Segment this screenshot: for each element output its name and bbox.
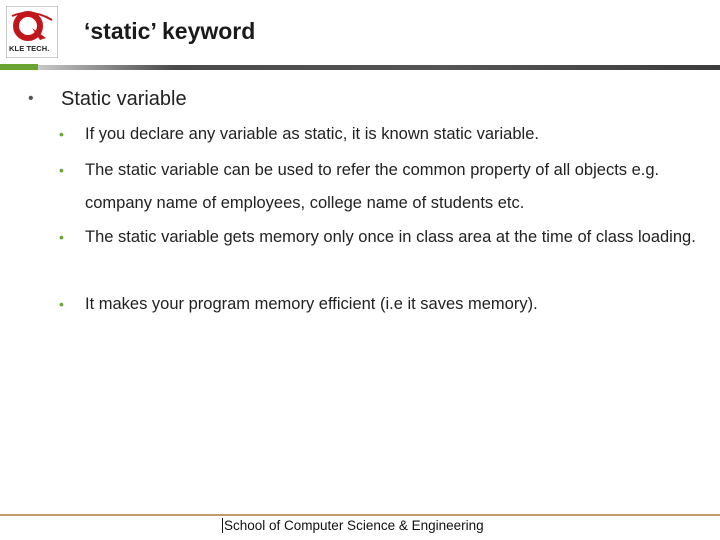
- sub-bullet-dot: •: [59, 126, 64, 142]
- slide-title: ‘static’ keyword: [84, 18, 256, 44]
- sub-bullet-text: It makes your program memory efficient (i.e it saves memory).: [85, 295, 538, 313]
- sub-bullet-dot: •: [59, 229, 64, 245]
- footer-text: School of Computer Science & Engineering: [224, 518, 484, 533]
- main-bullet-dot: •: [28, 90, 34, 107]
- sub-bullet-text: The static variable can be used to refer the common property of all objects e.g. company name of employees, college name of students etc.: [85, 161, 660, 212]
- header-rule-accent: [0, 64, 38, 70]
- sub-bullet: [59, 154, 709, 220]
- sub-bullet-text: If you declare any variable as static, it is known static variable.: [85, 125, 539, 143]
- sub-bullet-text: The static variable gets memory only once in class area at the time of class loading.: [85, 228, 696, 246]
- main-bullet-text: Static variable: [61, 88, 187, 110]
- header-rule: [38, 65, 720, 70]
- logo-label: KLE TECH.: [9, 44, 50, 53]
- sub-bullet-dot: •: [59, 162, 64, 178]
- sub-bullet: [59, 118, 709, 151]
- sub-bullet: [59, 288, 709, 321]
- footer-rule: [0, 514, 720, 516]
- sub-bullet: [59, 221, 709, 254]
- sub-bullet-dot: •: [59, 296, 64, 312]
